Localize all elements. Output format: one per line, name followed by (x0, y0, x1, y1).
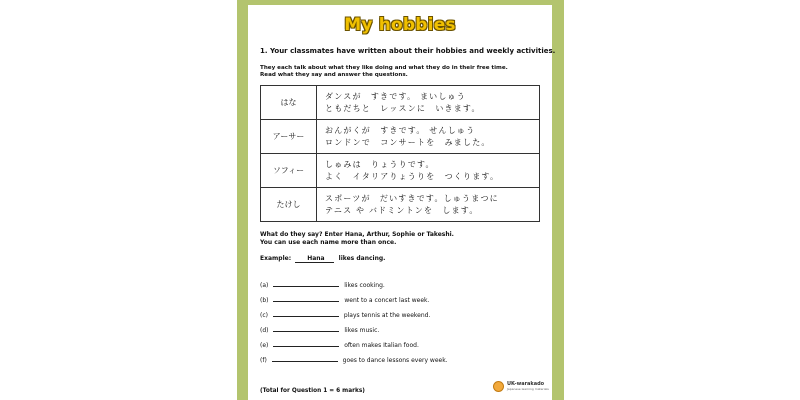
table-row (261, 154, 540, 188)
item-text: likes cooking. (344, 282, 385, 289)
brand-logo (493, 381, 549, 392)
avatar-icon (493, 381, 504, 392)
instruction-line: You can use each name more than once. (260, 239, 397, 246)
answer-blank[interactable] (273, 341, 339, 347)
instruction-line: What do they say? Enter Hana, Arthur, Sophie or Takeshi. (260, 231, 454, 238)
item-letter: (b) (260, 297, 269, 304)
text-line: ダンスが すきです。 まいしゅう (325, 92, 466, 101)
table-row (261, 188, 540, 222)
student-name: たけし (261, 188, 317, 222)
item-text: goes to dance lessons every week. (342, 357, 448, 364)
item-text: often makes Italian food. (344, 342, 419, 349)
answer-blank[interactable] (272, 356, 338, 362)
question-heading: 1. Your classmates have written about their hobbies and weekly activities. (260, 47, 556, 55)
answer-blank[interactable] (273, 311, 339, 317)
student-text (317, 154, 540, 188)
intro-line: They each talk about what they like doing and what they do in their free time. (260, 65, 508, 71)
example-rest: likes dancing. (338, 255, 386, 262)
item-letter: (d) (260, 327, 269, 334)
list-item (260, 281, 448, 296)
list-item (260, 356, 448, 371)
example-line (260, 255, 385, 262)
list-item (260, 296, 448, 311)
answer-blank[interactable] (273, 326, 339, 332)
logo-text (507, 382, 549, 392)
table-row (261, 120, 540, 154)
list-item (260, 311, 448, 326)
student-name: アーサー (261, 120, 317, 154)
item-text: likes music. (344, 327, 380, 334)
text-line: ともだちと レッスンに いきます。 (325, 103, 481, 113)
instructions (260, 231, 454, 247)
text-line: ロンドンで コンサートを みました。 (325, 137, 491, 147)
text-line: スポーツが だいすきです。しゅうまつに (325, 194, 499, 203)
item-letter: (e) (260, 342, 269, 349)
item-letter: (a) (260, 282, 269, 289)
answer-blank[interactable] (273, 296, 339, 302)
logo-name: UK-warakado (507, 380, 545, 387)
item-letter: (f) (260, 357, 267, 364)
text-line: しゅみは りょうりです。 (325, 160, 435, 169)
intro-text (260, 65, 508, 78)
logo-tagline: Japanese learning materials (507, 386, 549, 391)
student-name: ソフィー (261, 154, 317, 188)
page-title: My hobbies (344, 15, 456, 35)
intro-line: Read what they say and answer the questions. (260, 71, 408, 78)
item-letter: (c) (260, 312, 268, 319)
answer-list (260, 281, 448, 371)
list-item (260, 341, 448, 356)
student-name: はな (261, 86, 317, 120)
student-text (317, 120, 540, 154)
list-item (260, 326, 448, 341)
example-answer: Hana (295, 255, 333, 263)
text-line: テニス や バドミントンを します。 (325, 205, 479, 215)
item-text: plays tennis at the weekend. (343, 312, 431, 319)
text-line: おんがくが すきです。 せんしゅう (325, 126, 476, 135)
hobbies-table (260, 85, 540, 222)
text-line: よく イタリアりょうりを つくります。 (325, 171, 500, 181)
student-text (317, 188, 540, 222)
example-label: Example: (260, 255, 292, 262)
total-marks: (Total for Question 1 = 6 marks) (260, 388, 365, 394)
table-row (261, 86, 540, 120)
student-text (317, 86, 540, 120)
answer-blank[interactable] (273, 281, 339, 287)
item-text: went to a concert last week. (344, 297, 430, 304)
worksheet-page (248, 5, 556, 400)
